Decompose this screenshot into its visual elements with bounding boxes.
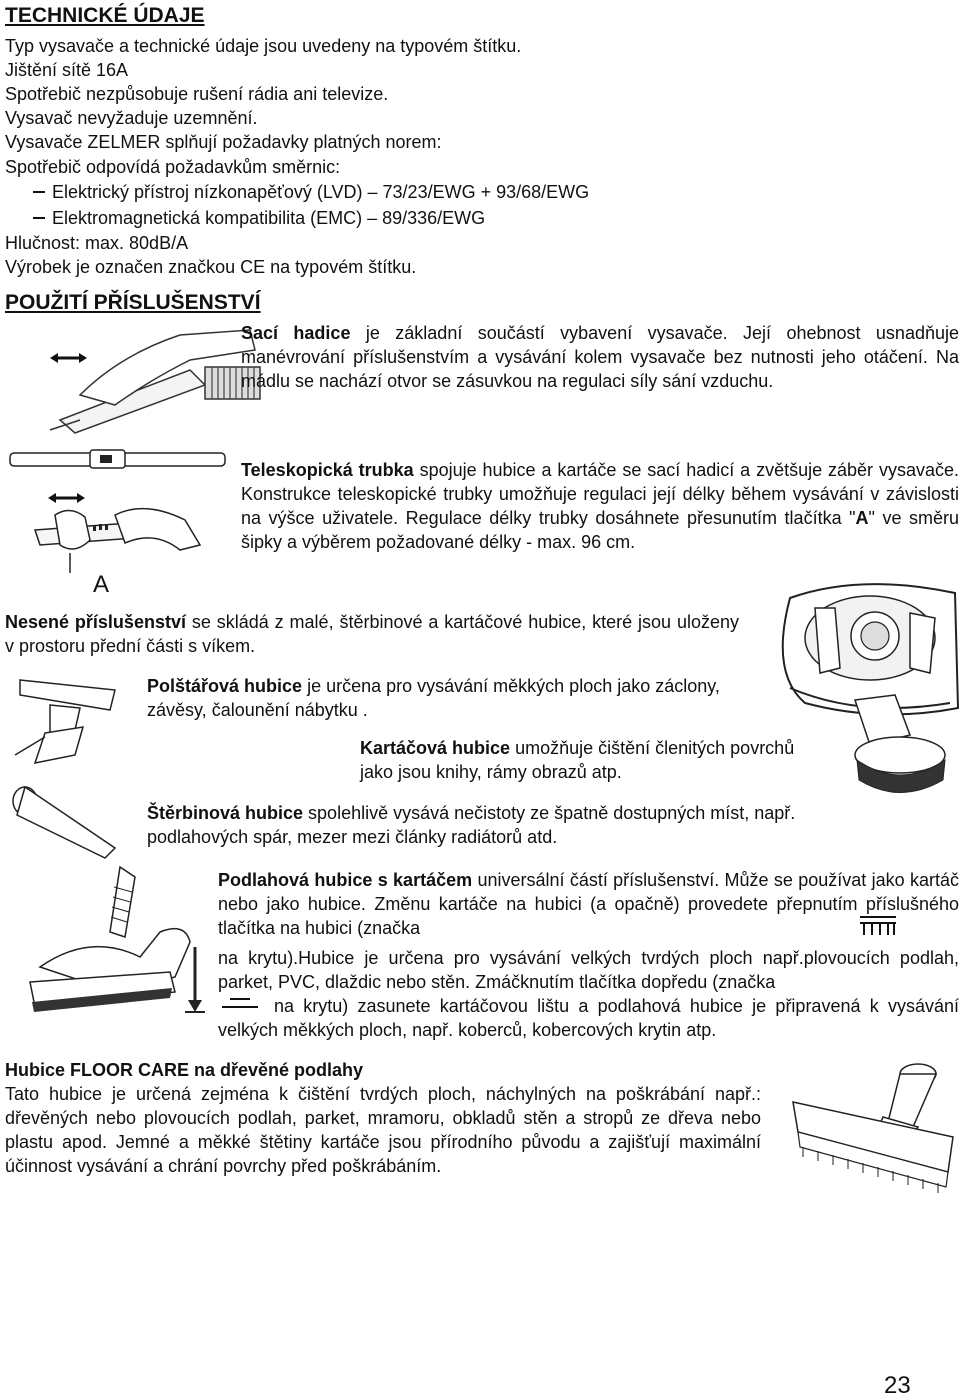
brush-extended-symbol-icon: [858, 913, 898, 939]
floor-nozzle-illustration: [10, 862, 210, 1037]
brush-text: umožňuje čištění členitých povrchů jako jsou knihy, rámy obrazů atp.: [360, 738, 795, 782]
floor-nozzle-desc-2: [218, 946, 959, 994]
brush-nozzle-description: [360, 736, 820, 784]
tube-term: Teleskopická trubka: [241, 460, 414, 480]
page-number: 23: [884, 1372, 911, 1399]
floor-text-1: universální částí příslušenství. Může se používat jako kartáč nebo jako hubice. Změnu kartáče na hubici (a opačně) provedete přepnutím příslušného tlačítka na hubici (značka: [218, 870, 959, 938]
floorcare-title: Hubice FLOOR CARE na dřevěné podlahy: [5, 1060, 364, 1080]
telescopic-tube-description: [241, 458, 959, 554]
floorcare-description: Tato hubice je určená zejména k čištění tvrdých ploch, náchylných na poškrábání např.: dřevěných nebo plovoucích podlah, parket, mramoru, obkladů stěn a stropů ze dřeva nebo plastu apod. Jemné a měkké štětiny kartáče jsou přírodního původu a zajišťují maximální účinnost vysávání a chrání povrchy před poškrábáním.: [5, 1084, 761, 1176]
tube-text-2: " ve směru šipky a výběrem požadované délky - max. 96 cm.: [241, 508, 959, 552]
tech-line: Typ vysavače a technické údaje jsou uvedeny na typovém štítku.: [5, 36, 522, 56]
carried-text: se skládá z malé, štěrbinové a kartáčové hubice, které jsou uloženy v prostoru přední části s víkem.: [5, 612, 739, 656]
hose-term: Sací hadice: [241, 323, 351, 343]
hose-description: [241, 321, 959, 393]
noise-level: Hlučnost: max. 80dB/A: [5, 233, 189, 253]
floor-text-2: na krytu).Hubice je určena pro vysávání velkých tvrdých ploch např.plovoucích podlah, parket, PVC, dlaždic nebo stěn. Zmáčknutím tlačítka dopředu (značka: [218, 948, 959, 992]
upholstery-nozzle-description: [147, 674, 747, 722]
brush-term: Kartáčová hubice: [360, 738, 511, 758]
crevice-nozzle-description: [147, 801, 812, 849]
upholstery-nozzle-illustration: [5, 675, 125, 770]
upholstery-term: Polštářová hubice: [147, 676, 303, 696]
brush-nozzle-illustration: [835, 690, 955, 800]
crevice-term: Štěrbinová hubice: [147, 803, 304, 823]
upholstery-text: je určena pro vysávání měkkých ploch jako záclony, závěsy, čalounění nábytku .: [147, 676, 720, 720]
ce-mark-note: Výrobek je označen značkou CE na typovém štítku.: [5, 257, 417, 277]
carried-term: Nesené příslušenství: [5, 612, 186, 632]
tech-line: Vysavače ZELMER splňují požadavky platných norem:: [5, 132, 442, 152]
crevice-nozzle-illustration: [5, 783, 120, 863]
floorcare-nozzle-illustration: [788, 1062, 958, 1232]
carried-accessories-description: [5, 610, 739, 658]
section-title-accessories: POUŽITÍ PŘÍSLUŠENSTVÍ: [5, 291, 261, 314]
floor-nozzle-desc-3: [218, 994, 959, 1042]
directive-item: Elektrický přístroj nízkonapěťový (LVD) – 73/23/EWG + 93/68/EWG: [52, 182, 590, 202]
tech-line: Spotřebič nezpůsobuje rušení rádia ani televize.: [5, 84, 389, 104]
bullet-dash: [33, 217, 45, 219]
tech-line: Jištění sítě 16A: [5, 60, 129, 80]
tube-letter: A: [855, 508, 869, 528]
section-title-technical: TECHNICKÉ ÚDAJE: [5, 4, 205, 27]
tube-text-1: spojuje hubice a kartáče se sací hadicí a zvětšuje záběr vysavače. Konstrukce teleskopické trubky umožňuje regulaci její délky během vysávání v závislosti na výšce uživatele. Regulace délky trubky dosáhnete přesunutím tlačítka ": [241, 460, 959, 528]
bullet-dash: [33, 191, 45, 193]
directive-item: Elektromagnetická kompatibilita (EMC) – 89/336/EWG: [52, 208, 486, 228]
figure-label-a: A: [93, 571, 110, 598]
floor-nozzle-desc-1: [218, 868, 959, 940]
tech-line: Vysavač nevyžaduje uzemnění.: [5, 108, 258, 128]
tech-line: Spotřebič odpovídá požadavkům směrnic:: [5, 157, 341, 177]
crevice-text: spolehlivě vysává nečistoty ze špatně dostupných míst, např. podlahových spár, mezer mezi články radiátorů atd.: [147, 803, 796, 847]
telescopic-tube-illustration: [5, 445, 230, 595]
floor-term: Podlahová hubice s kartáčem: [218, 870, 473, 890]
hose-text: je základní součástí vybavení vysavače. Její ohebnost usnadňuje manévrování příslušenstvím a vysávání kolem vysavače bez nutnosti jeho otáčení. Na mádlu se nachází otvor se zásuvkou na regulaci síly sání vzduchu.: [241, 323, 959, 391]
floor-text-3: na krytu) zasunete kartáčovou lištu a podlahová hubice je připravená k vysávání velkých měkkých ploch, např. koberců, kobercových krytin atp.: [218, 996, 959, 1040]
